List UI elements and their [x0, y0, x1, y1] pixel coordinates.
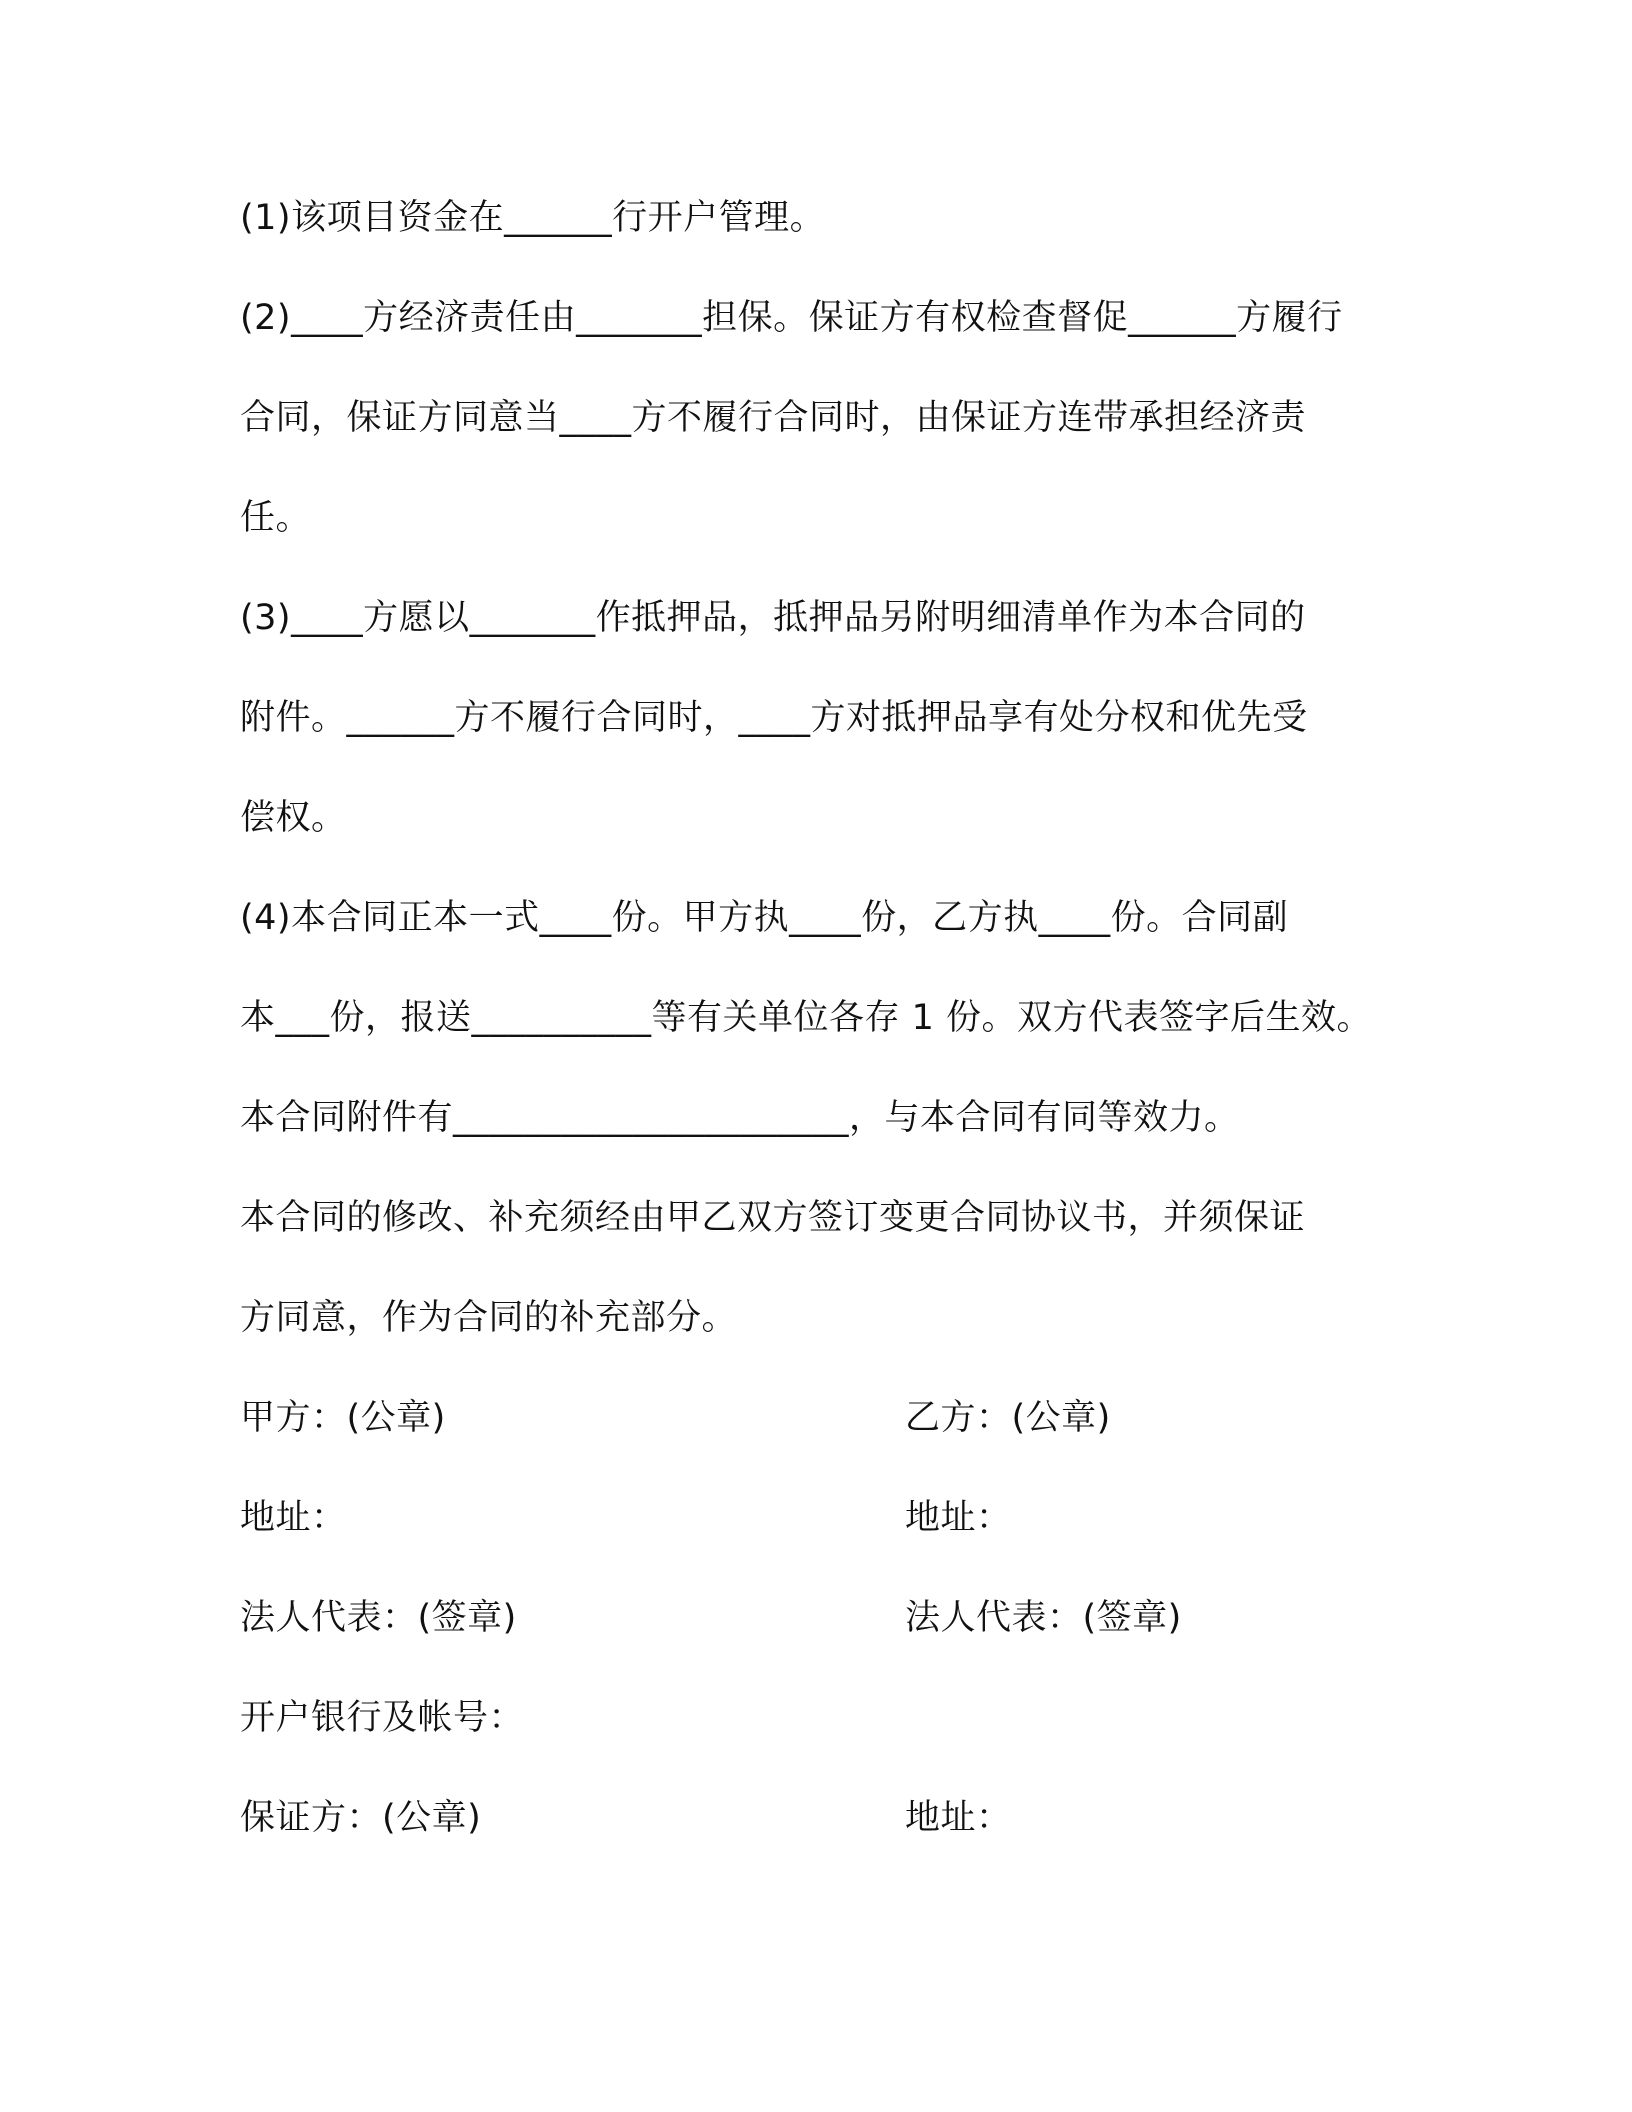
party-b-seal: 乙方：(公章): [905, 1398, 1111, 1438]
clause-1-line-1: (1)该项目资金在______行开户管理。: [240, 198, 826, 238]
amendment-line-1: 本合同的修改、补充须经由甲乙双方签订变更合同协议书，并须保证: [240, 1198, 1306, 1238]
clause-3-line-3: 偿权。: [240, 798, 347, 838]
attachment-line: 本合同附件有______________________，与本合同有同等效力。: [240, 1098, 1240, 1138]
party-a-address: 地址：: [240, 1498, 347, 1538]
clause-2-line-3: 任。: [240, 498, 312, 538]
clause-3-line-1: (3)____方愿以_______作抵押品，抵押品另附明细清单作为本合同的: [240, 598, 1306, 638]
guarantor-seal: 保证方：(公章): [240, 1798, 482, 1838]
party-a-legal-rep: 法人代表：(签章): [240, 1598, 517, 1638]
clause-4-line-2: 本___份，报送__________等有关单位各存 1 份。双方代表签字后生效。: [240, 998, 1373, 1038]
bank-account: 开户银行及帐号：: [240, 1698, 525, 1738]
amendment-line-2: 方同意，作为合同的补充部分。: [240, 1298, 738, 1338]
party-b-address: 地址：: [905, 1498, 1012, 1538]
guarantor-address: 地址：: [905, 1798, 1012, 1838]
clause-4-line-1: (4)本合同正本一式____份。甲方执____份，乙方执____份。合同副: [240, 898, 1289, 938]
clause-3-line-2: 附件。______方不履行合同时，____方对抵押品享有处分权和优先受: [240, 698, 1308, 738]
party-a-seal: 甲方：(公章): [240, 1398, 446, 1438]
party-b-legal-rep: 法人代表：(签章): [905, 1598, 1182, 1638]
clause-2-line-2: 合同，保证方同意当____方不履行合同时，由保证方连带承担经济责: [240, 398, 1307, 438]
clause-2-line-1: (2)____方经济责任由_______担保。保证方有权检查督促______方履行: [240, 298, 1343, 338]
